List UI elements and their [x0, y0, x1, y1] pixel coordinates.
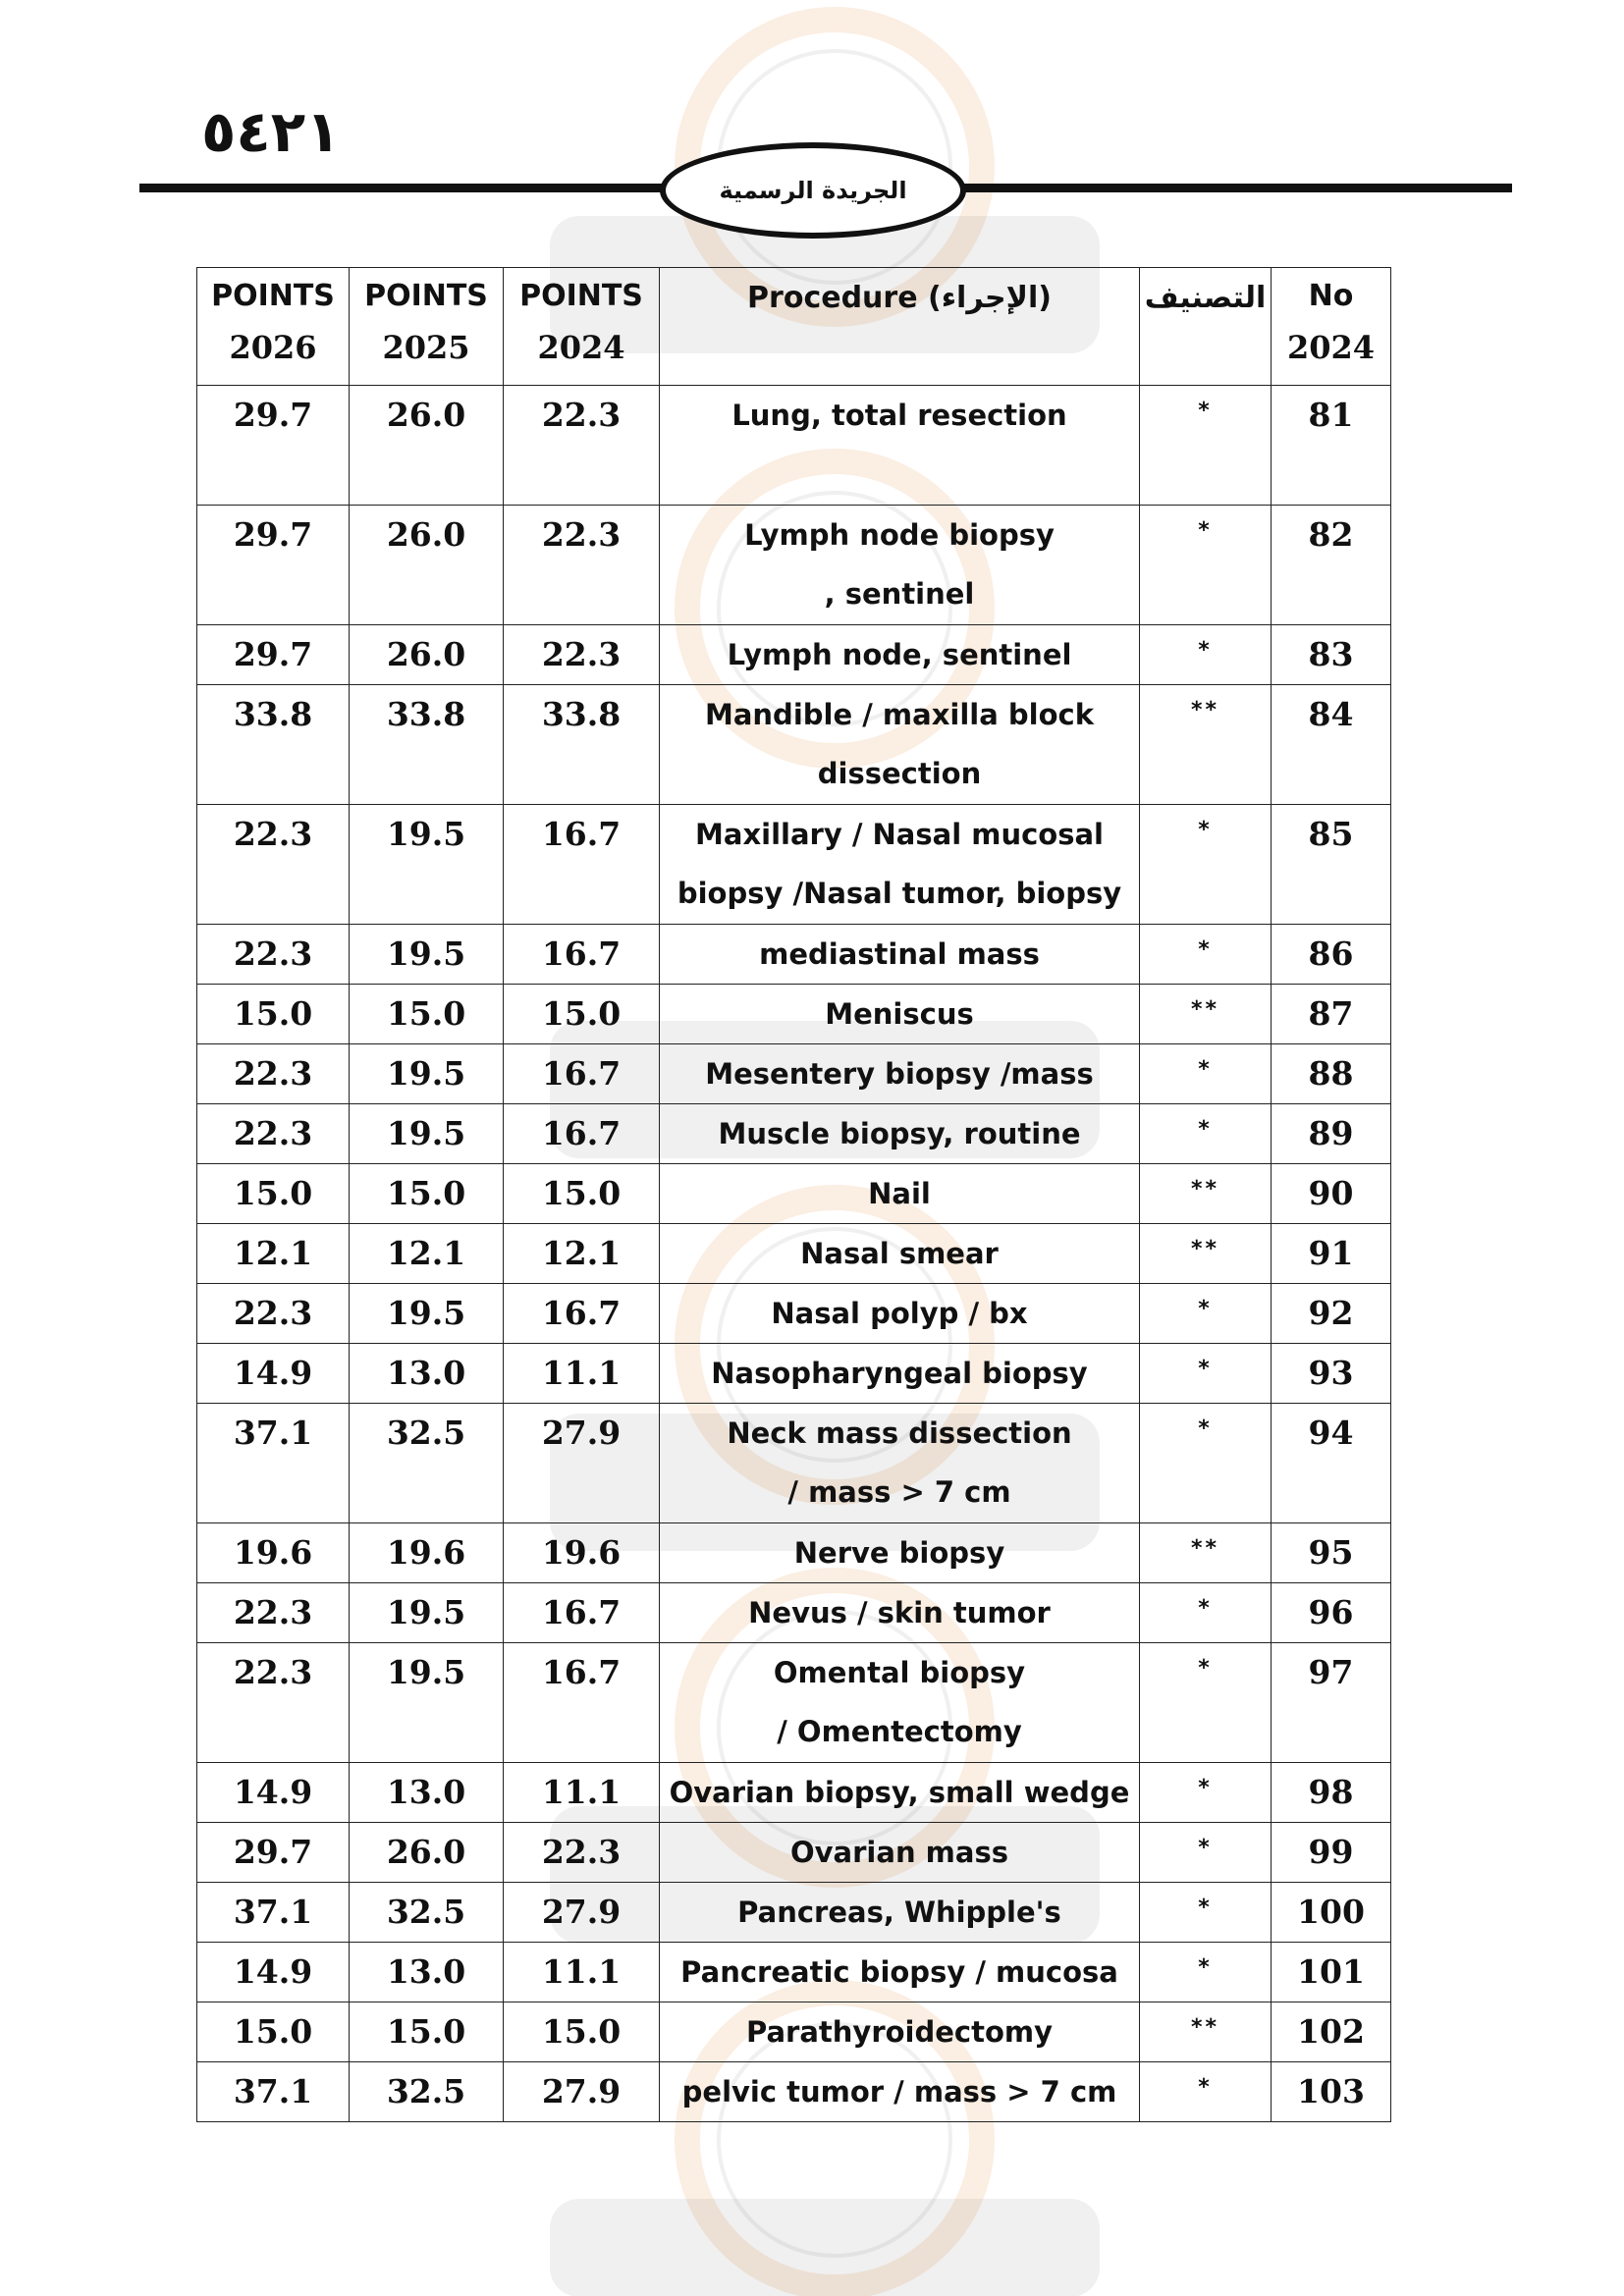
points-2026-cell: 37.1: [197, 2062, 350, 2122]
table-row: [197, 1224, 1391, 1284]
number-cell: 97: [1272, 1643, 1391, 1763]
points-2026-cell: 22.3: [197, 1044, 350, 1104]
number-cell: 93: [1272, 1344, 1391, 1404]
points-2025-cell: 32.5: [350, 1404, 504, 1523]
table-row: [197, 506, 1391, 625]
points-2025-cell: 19.5: [350, 1643, 504, 1763]
points-2025-cell: 13.0: [350, 1344, 504, 1404]
points-2024-cell: 16.7: [504, 1104, 660, 1164]
procedure-cell: [660, 1763, 1140, 1823]
column-header-points-2025: POINTS 2025: [350, 268, 504, 386]
procedure-cell: [660, 1224, 1140, 1284]
number-cell: 99: [1272, 1823, 1391, 1883]
points-2024-cell: 22.3: [504, 1823, 660, 1883]
column-header-points-2026: POINTS 2026: [197, 268, 350, 386]
number-cell: 82: [1272, 506, 1391, 625]
table-row: [197, 1883, 1391, 1943]
procedure-cell: [660, 2002, 1140, 2062]
points-2025-cell: 13.0: [350, 1943, 504, 2002]
points-2024-cell: 19.6: [504, 1523, 660, 1583]
points-2026-cell: 14.9: [197, 1344, 350, 1404]
number-cell: 81: [1272, 386, 1391, 506]
procedure-cell: [660, 386, 1140, 506]
points-2024-cell: 16.7: [504, 1643, 660, 1763]
points-2024-cell: 27.9: [504, 2062, 660, 2122]
points-2024-cell: 11.1: [504, 1943, 660, 2002]
procedure-line: Omental biopsy: [773, 1656, 1026, 1689]
procedure-cell: [660, 1523, 1140, 1583]
points-2025-cell: 19.5: [350, 805, 504, 925]
table-row: [197, 925, 1391, 985]
procedure-cell: [660, 1404, 1140, 1523]
procedure-line: dissection: [817, 757, 982, 790]
classification-cell: **: [1140, 2002, 1272, 2062]
classification-cell: *: [1140, 2062, 1272, 2122]
points-2024-cell: 12.1: [504, 1224, 660, 1284]
classification-cell: *: [1140, 1883, 1272, 1943]
number-cell: 86: [1272, 925, 1391, 985]
procedure-line: Lymph node biopsy: [744, 518, 1055, 552]
points-2026-cell: 15.0: [197, 985, 350, 1044]
procedure-line: Lymph node, sentinel: [727, 638, 1072, 671]
points-2024-cell: 15.0: [504, 1164, 660, 1224]
table-row: [197, 685, 1391, 805]
procedure-line: mediastinal mass: [759, 937, 1040, 971]
points-2026-cell: 15.0: [197, 2002, 350, 2062]
classification-cell: *: [1140, 386, 1272, 506]
procedure-cell: [660, 805, 1140, 925]
number-cell: 91: [1272, 1224, 1391, 1284]
watermark-block: [550, 2199, 1100, 2296]
points-2026-cell: 37.1: [197, 1404, 350, 1523]
number-cell: 101: [1272, 1943, 1391, 2002]
procedure-line: Nasopharyngeal biopsy: [711, 1357, 1088, 1390]
table-row: [197, 1523, 1391, 1583]
classification-cell: **: [1140, 985, 1272, 1044]
classification-cell: *: [1140, 1763, 1272, 1823]
points-2025-cell: 19.5: [350, 1284, 504, 1344]
classification-cell: *: [1140, 1344, 1272, 1404]
procedure-cell: [660, 1104, 1140, 1164]
procedure-line: Meniscus: [825, 997, 974, 1031]
procedure-cell: [660, 1344, 1140, 1404]
procedure-cell: [660, 1284, 1140, 1344]
points-2026-cell: 22.3: [197, 925, 350, 985]
procedure-cell: [660, 1643, 1140, 1763]
points-2025-cell: 15.0: [350, 985, 504, 1044]
points-2026-cell: 37.1: [197, 1883, 350, 1943]
points-2024-cell: 11.1: [504, 1344, 660, 1404]
table-row: [197, 2002, 1391, 2062]
procedure-line: Nevus / skin tumor: [748, 1596, 1051, 1629]
points-2025-cell: 15.0: [350, 2002, 504, 2062]
procedure-line: Mesentery biopsy /mass: [705, 1057, 1094, 1091]
procedure-line: , sentinel: [824, 577, 975, 611]
procedure-cell: [660, 2062, 1140, 2122]
number-cell: 84: [1272, 685, 1391, 805]
classification-cell: **: [1140, 1164, 1272, 1224]
procedure-line: / Omentectomy: [777, 1715, 1022, 1748]
points-2026-cell: 19.6: [197, 1523, 350, 1583]
table-row: [197, 805, 1391, 925]
number-cell: 100: [1272, 1883, 1391, 1943]
procedure-line: Nail: [868, 1177, 931, 1210]
classification-cell: *: [1140, 1583, 1272, 1643]
points-2025-cell: 32.5: [350, 1883, 504, 1943]
points-2026-cell: 14.9: [197, 1943, 350, 2002]
points-2025-cell: 13.0: [350, 1763, 504, 1823]
classification-cell: *: [1140, 1943, 1272, 2002]
number-cell: 94: [1272, 1404, 1391, 1523]
procedure-line: Nasal smear: [800, 1237, 999, 1270]
procedure-cell: [660, 925, 1140, 985]
procedure-line: Pancreatic biopsy / mucosa: [680, 1955, 1118, 1989]
number-cell: 90: [1272, 1164, 1391, 1224]
procedure-line: Nasal polyp / bx: [771, 1297, 1028, 1330]
points-2026-cell: 22.3: [197, 1104, 350, 1164]
points-2025-cell: 15.0: [350, 1164, 504, 1224]
procedure-line: Nerve biopsy: [793, 1536, 1005, 1570]
points-2024-cell: 11.1: [504, 1763, 660, 1823]
classification-cell: *: [1140, 506, 1272, 625]
points-2026-cell: 33.8: [197, 685, 350, 805]
number-cell: 83: [1272, 625, 1391, 685]
points-2025-cell: 32.5: [350, 2062, 504, 2122]
points-2026-cell: 29.7: [197, 1823, 350, 1883]
points-2026-cell: 29.7: [197, 506, 350, 625]
points-2024-cell: 22.3: [504, 506, 660, 625]
table-row: [197, 1643, 1391, 1763]
procedure-cell: [660, 1583, 1140, 1643]
procedure-line: Neck mass dissection: [727, 1416, 1072, 1450]
procedure-line: Ovarian mass: [790, 1836, 1008, 1869]
points-2024-cell: 27.9: [504, 1883, 660, 1943]
column-header-points-2024: POINTS 2024: [504, 268, 660, 386]
points-2025-cell: 26.0: [350, 625, 504, 685]
classification-cell: *: [1140, 625, 1272, 685]
points-2024-cell: 16.7: [504, 925, 660, 985]
points-2024-cell: 22.3: [504, 625, 660, 685]
table-row: [197, 1044, 1391, 1104]
procedure-line: Ovarian biopsy, small wedge: [669, 1776, 1130, 1809]
table-row: [197, 985, 1391, 1044]
points-2025-cell: 19.5: [350, 1104, 504, 1164]
points-2026-cell: 22.3: [197, 1284, 350, 1344]
table-row: [197, 2062, 1391, 2122]
classification-cell: **: [1140, 1224, 1272, 1284]
points-2026-cell: 22.3: [197, 1583, 350, 1643]
points-2024-cell: 15.0: [504, 985, 660, 1044]
table-row: [197, 1583, 1391, 1643]
number-cell: 89: [1272, 1104, 1391, 1164]
procedure-line: Maxillary / Nasal mucosal: [695, 818, 1104, 851]
classification-cell: *: [1140, 1823, 1272, 1883]
points-2026-cell: 22.3: [197, 805, 350, 925]
procedure-line: Lung, total resection: [731, 399, 1067, 432]
procedure-line: Muscle biopsy, routine: [718, 1117, 1081, 1150]
procedure-cell: [660, 1164, 1140, 1224]
column-header-classification: التصنيف: [1140, 268, 1272, 386]
table-row: [197, 1943, 1391, 2002]
number-cell: 85: [1272, 805, 1391, 925]
classification-cell: *: [1140, 1104, 1272, 1164]
points-2025-cell: 19.5: [350, 925, 504, 985]
points-2026-cell: 29.7: [197, 625, 350, 685]
points-2025-cell: 19.6: [350, 1523, 504, 1583]
points-2025-cell: 12.1: [350, 1224, 504, 1284]
points-2024-cell: 15.0: [504, 2002, 660, 2062]
number-cell: 95: [1272, 1523, 1391, 1583]
points-2025-cell: 26.0: [350, 1823, 504, 1883]
procedure-cell: [660, 1943, 1140, 2002]
table-row: [197, 386, 1391, 506]
points-2025-cell: 33.8: [350, 685, 504, 805]
table-row: [197, 1763, 1391, 1823]
number-cell: 96: [1272, 1583, 1391, 1643]
classification-cell: **: [1140, 1523, 1272, 1583]
masthead-title: الجريدة الرسمية: [660, 142, 966, 239]
procedure-line: / mass > 7 cm: [787, 1475, 1011, 1509]
points-2024-cell: 16.7: [504, 1284, 660, 1344]
classification-cell: **: [1140, 685, 1272, 805]
points-2025-cell: 26.0: [350, 506, 504, 625]
points-2024-cell: 16.7: [504, 805, 660, 925]
procedure-cell: [660, 625, 1140, 685]
column-header-number: No 2024: [1272, 268, 1391, 386]
table-row: [197, 1344, 1391, 1404]
number-cell: 92: [1272, 1284, 1391, 1344]
points-2025-cell: 26.0: [350, 386, 504, 506]
number-cell: 103: [1272, 2062, 1391, 2122]
points-2026-cell: 12.1: [197, 1224, 350, 1284]
column-header-procedure: Procedure (الإجراء): [660, 268, 1140, 386]
classification-cell: *: [1140, 805, 1272, 925]
page-number: ٥٤٢١: [201, 98, 341, 165]
procedure-line: Mandible / maxilla block: [704, 698, 1094, 731]
classification-cell: *: [1140, 1284, 1272, 1344]
points-2026-cell: 15.0: [197, 1164, 350, 1224]
table-row: [197, 1104, 1391, 1164]
points-2026-cell: 29.7: [197, 386, 350, 506]
procedure-line: Parathyroidectomy: [745, 2015, 1054, 2049]
points-2024-cell: 33.8: [504, 685, 660, 805]
procedure-line: pelvic tumor / mass > 7 cm: [681, 2075, 1117, 2109]
procedure-cell: [660, 506, 1140, 625]
number-cell: 98: [1272, 1763, 1391, 1823]
procedure-cell: [660, 685, 1140, 805]
procedure-line: biopsy /Nasal tumor, biopsy: [677, 877, 1122, 910]
points-table: [196, 267, 1391, 2122]
table-row: [197, 1284, 1391, 1344]
points-2024-cell: 27.9: [504, 1404, 660, 1523]
classification-cell: *: [1140, 925, 1272, 985]
number-cell: 87: [1272, 985, 1391, 1044]
number-cell: 102: [1272, 2002, 1391, 2062]
procedure-cell: [660, 1823, 1140, 1883]
classification-cell: *: [1140, 1404, 1272, 1523]
points-2024-cell: 16.7: [504, 1044, 660, 1104]
table-row: [197, 1823, 1391, 1883]
table-header-row: [197, 268, 1391, 386]
table-body: [197, 386, 1391, 2122]
procedure-cell: [660, 1883, 1140, 1943]
procedure-cell: [660, 1044, 1140, 1104]
points-2026-cell: 14.9: [197, 1763, 350, 1823]
classification-cell: *: [1140, 1643, 1272, 1763]
number-cell: 88: [1272, 1044, 1391, 1104]
table-row: [197, 625, 1391, 685]
points-2026-cell: 22.3: [197, 1643, 350, 1763]
points-2024-cell: 16.7: [504, 1583, 660, 1643]
points-2025-cell: 19.5: [350, 1044, 504, 1104]
points-2025-cell: 19.5: [350, 1583, 504, 1643]
procedure-line: Pancreas, Whipple's: [737, 1896, 1061, 1929]
procedure-cell: [660, 985, 1140, 1044]
classification-cell: *: [1140, 1044, 1272, 1104]
points-2024-cell: 22.3: [504, 386, 660, 506]
table-row: [197, 1164, 1391, 1224]
table-row: [197, 1404, 1391, 1523]
